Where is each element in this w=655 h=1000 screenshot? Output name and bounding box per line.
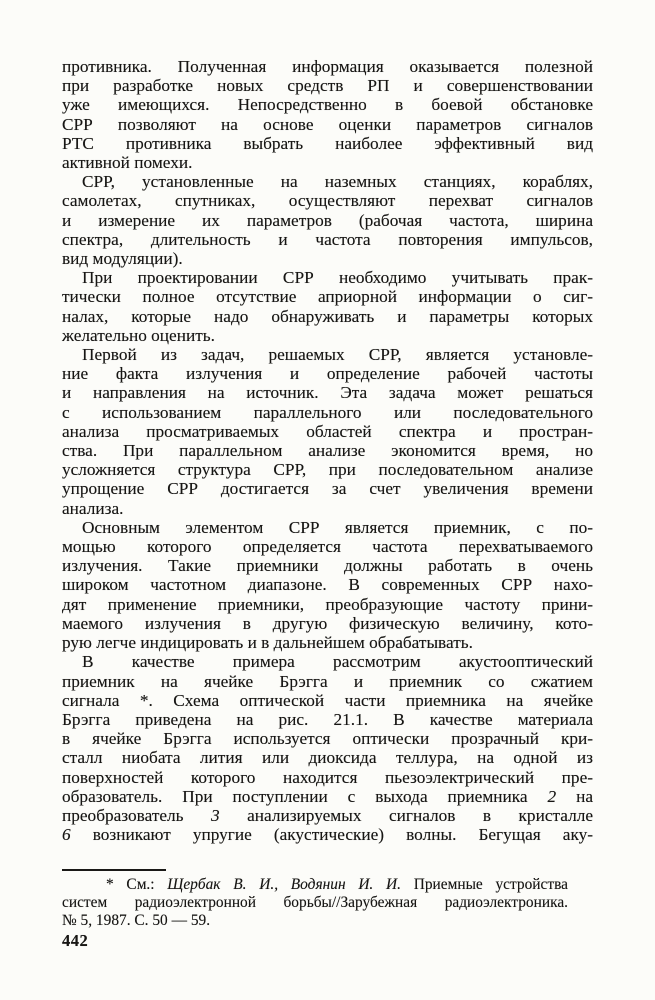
italic-text: Щербак В. И., [167, 876, 279, 893]
text-line: приемник на ячейке Брэгга и приемник со сжатием [62, 671, 593, 691]
footnote [62, 876, 568, 931]
text-line: анализа. [62, 498, 124, 518]
text-line: рую легче индицировать и в дальнейшем обрабатывать. [62, 633, 473, 653]
text-line: спектра, длительность и частота повторения импульсов, [62, 229, 593, 249]
text-line: 6 возникают упругие (акустические) волны. Бегущая аку- [62, 825, 593, 845]
text-line: уже имеющихся. Непосредственно в боевой обстановке [62, 95, 593, 115]
text-line: широком частотном диапазоне. В современных СРР нахо- [62, 575, 593, 595]
text-line: налах, которые надо обнаруживать и параметры которых [62, 306, 593, 326]
text-line: желательно оценить. [62, 325, 215, 345]
text-line: ства. При параллельном анализе экономится время, но [62, 441, 593, 461]
text-line: анализа просматриваемых областей спектра и простран- [62, 421, 593, 441]
text-line: В качестве примера рассмотрим акустооптический [82, 652, 593, 672]
text-line: упрощение СРР достигается за счет увеличения времени [62, 479, 593, 499]
text-line: мощью которого определяется частота перехватываемого [62, 537, 593, 557]
text-line: противника. Полученная информация оказывается полезной [62, 57, 593, 76]
text-line: СРР, установленные на наземных станциях, кораблях, [82, 172, 593, 192]
text-line: и направления на источник. Эта задача может решаться [62, 383, 593, 403]
text-line: Первой из задач, решаемых СРР, является установле- [82, 345, 593, 365]
paragraph [62, 518, 593, 652]
italic-text: 6 [62, 825, 71, 845]
text-line: при разработке новых средств РП и совершенствовании [62, 76, 593, 96]
text-line: в ячейке Брэгга используется оптически прозрачный кри- [62, 729, 593, 749]
footnote-line: систем радиоэлектронной борьбы//Зарубежная радиоэлектроника. [62, 894, 568, 912]
text-line: дят применение приемники, преобразующие частоту прини- [62, 594, 593, 614]
text-line: поверхностей которого находится пьезоэлектрический пре- [62, 767, 593, 787]
italic-text: Водянин И. И. [290, 876, 401, 893]
footnote-rule [62, 869, 166, 871]
text-line: вид модуляции). [62, 249, 183, 269]
paragraph [62, 652, 593, 844]
text-line: сталл ниобата лития или диоксида теллура, на одной из [62, 748, 593, 768]
text-line: усложняется структура СРР, при последовательном анализе [62, 460, 593, 480]
text-line: Брэгга приведена на рис. 21.1. В качестве материала [62, 709, 593, 729]
text-line: излучения. Такие приемники должны работать в очень [62, 556, 593, 576]
paragraph [62, 345, 593, 518]
footnote-line: № 5, 1987. С. 50 — 59. [62, 912, 211, 930]
text-line: РТС противника выбрать наиболее эффективный вид [62, 133, 593, 153]
text-line: преобразователь 3 анализируемых сигналов в кристалле [62, 805, 593, 825]
italic-text: 3 [211, 805, 220, 825]
text-line: Основным элементом СРР является приемник, с по- [82, 517, 593, 537]
italic-text: 2 [547, 786, 557, 806]
text-line: При проектировании СРР необходимо учитывать прак- [82, 268, 593, 288]
text-line: самолетах, спутниках, осуществляют перехват сигналов [62, 191, 593, 211]
paragraph [62, 57, 593, 172]
paragraph [62, 268, 593, 345]
text-line: активной помехи. [62, 153, 193, 173]
text-line: тически полное отсутствие априорной информации о сиг- [62, 287, 593, 307]
footnote-line: * См.: Щербак В. И., Водянин И. И. Приемные устройства [106, 876, 568, 893]
text-line: сигнала *. Схема оптической части приемника на ячейке [62, 690, 593, 710]
text-line: ние факта излучения и определение рабочей частоты [62, 364, 593, 384]
page-number: 442 [62, 931, 89, 950]
paragraph [62, 172, 593, 268]
text-line: и измерение их параметров (рабочая частота, ширина [62, 210, 593, 230]
text-line: СРР позволяют на основе оценки параметров сигналов [62, 114, 593, 134]
page-text [62, 57, 593, 844]
text-line: образователь. При поступлении с выхода приемника 2 на [62, 786, 593, 806]
text-line: маемого излучения в другую физическую величину, кото- [62, 613, 593, 633]
text-line: с использованием параллельного или последовательного [62, 402, 593, 422]
